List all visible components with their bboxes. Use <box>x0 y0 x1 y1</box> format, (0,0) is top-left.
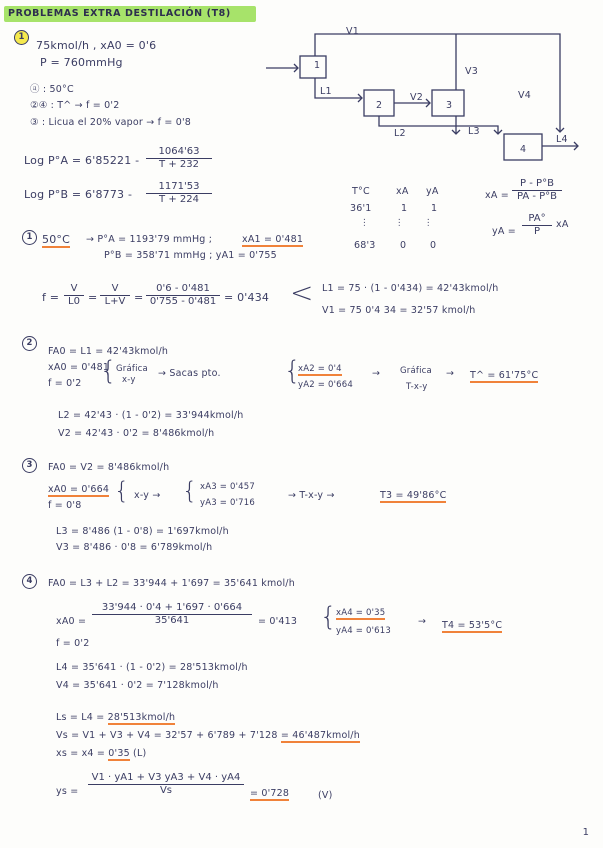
part-2-grafica-sub: x-y <box>122 375 136 385</box>
part-3-t3 <box>380 490 446 501</box>
table-r2-t: 68'3 <box>354 240 376 251</box>
antoine-b-lhs: Log P°B = 6'8773 - <box>24 188 133 201</box>
part-4-f: f = 0'2 <box>56 638 90 649</box>
part-4-xa0-den: 35'641 <box>154 615 190 626</box>
part-4-vs-lhs: Vs = V1 + V3 + V4 = 32'57 + 6'789 + 7'128 <box>56 730 278 741</box>
part-4-xa4-value: xA4 = 0'35 <box>336 608 386 618</box>
antoine-b-numerator: 1171'53 <box>146 181 212 194</box>
step-1-l1: L1 = 75 · (1 - 0'434) = 42'43kmol/h <box>322 283 499 294</box>
part-2-xa0: xA0 = 0'481 <box>48 362 110 373</box>
brace-icon: { <box>182 477 198 505</box>
step-1-frac-3 <box>146 283 220 308</box>
part-4-ya4: yA4 = 0'613 <box>336 626 391 636</box>
part-3-xa0 <box>48 484 109 495</box>
part-3-xa0-value: xA0 = 0'664 <box>48 484 110 495</box>
part-4-ys-num: V1 · yA1 + V3 yA3 + V4 · yA4 <box>88 772 244 785</box>
flash-cascade-diagram <box>260 22 590 172</box>
table-r2-ya: 0 <box>430 240 437 251</box>
part-4-ls-value: 28'513kmol/h <box>107 712 176 723</box>
step-1-xa1 <box>242 234 303 245</box>
brace-icon: { <box>100 356 117 386</box>
part-2-t2 <box>470 370 538 381</box>
part-4-xs-value: 0'35 <box>108 748 130 759</box>
table-r2-xa: 0 <box>400 240 407 251</box>
step-1-frac-3-num: 0'6 - 0'481 <box>146 283 220 296</box>
ya-formula-denominator: P <box>533 226 541 237</box>
part-4-xa4 <box>336 608 385 618</box>
table-r1-t: 36'1 <box>350 203 372 214</box>
part-3-badge: 3 <box>22 458 37 473</box>
page-number: 1 <box>582 827 589 838</box>
question-c: ③ : Licua el 20% vapor → f = 0'8 <box>30 117 192 128</box>
part-4-badge: 4 <box>22 574 37 589</box>
part-4-xa0-num: 33'944 · 0'4 + 1'697 · 0'664 <box>92 602 252 615</box>
question-a: ⓐ : 50°C <box>30 84 74 95</box>
step-1-xa1-value: xA1 = 0'481 <box>242 234 304 245</box>
stream-l1: L1 <box>320 86 332 97</box>
brace-icon: { <box>320 602 337 632</box>
step-1-f-lhs: f = <box>42 291 60 304</box>
table-r1-ya: 1 <box>431 203 438 214</box>
equals-2: = <box>134 291 144 304</box>
ya-formula-lhs: yA = <box>492 226 516 237</box>
antoine-a-fraction <box>146 146 212 171</box>
step-1-frac-2-num: V <box>100 283 130 296</box>
part-4-arrow: → <box>418 616 427 627</box>
antoine-a-denominator: T + 232 <box>159 159 199 170</box>
part-3-xa3: xA3 = 0'457 <box>200 482 255 492</box>
pressure-data: P = 760mmHg <box>40 56 123 69</box>
stream-v1: V1 <box>346 26 359 37</box>
brace-icon: { <box>114 477 130 505</box>
part-4-xs-phase: (L) <box>133 748 147 759</box>
part-2-ya2: yA2 = 0'664 <box>298 380 353 390</box>
part-4-ls-lhs: Ls = L4 = <box>56 712 105 723</box>
table-r1-xa: 1 <box>401 203 408 214</box>
part-4-ys-den: Vs <box>159 785 173 796</box>
part-4-vs <box>56 730 360 741</box>
part-4-xs <box>56 748 146 759</box>
step-1-badge: 1 <box>22 230 37 245</box>
part-4-ys-result <box>250 788 289 799</box>
part-2-sacas: → Sacas pto. <box>158 368 221 379</box>
step-1-temperature-value: 50°C <box>42 233 70 246</box>
xa-formula-fraction <box>512 178 562 203</box>
part-3-txy: → T-x-y → <box>288 490 335 501</box>
stream-l4: L4 <box>556 134 568 145</box>
antoine-b-fraction <box>146 181 212 206</box>
stream-v2: V2 <box>410 92 423 103</box>
table-head-ya: yA <box>426 186 439 197</box>
part-4-ys-fraction <box>88 772 244 797</box>
part-4-vs-value: = 46'487kmol/h <box>280 730 360 741</box>
part-2-arrow: → <box>372 368 381 379</box>
antoine-b-denominator: T + 224 <box>159 194 199 205</box>
part-2-fa0: FA0 = L1 = 42'43kmol/h <box>48 346 169 357</box>
part-4-v4: V4 = 35'641 · 0'2 = 7'128kmol/h <box>56 680 219 691</box>
ya-formula-tail: xA <box>556 219 569 230</box>
part-4-xa0-lhs: xA0 = <box>56 616 87 627</box>
part-2-l2: L2 = 42'43 · (1 - 0'2) = 33'944kmol/h <box>58 410 244 421</box>
table-head-xa: xA <box>396 186 409 197</box>
ya-formula-numerator: PA° <box>522 213 552 226</box>
unit-4-label: 4 <box>520 144 527 155</box>
equals-1: = <box>88 291 98 304</box>
step-1-frac-3-den: 0'755 - 0'481 <box>149 296 217 307</box>
part-3-v3: V3 = 8'486 · 0'8 = 6'789kmol/h <box>56 542 213 553</box>
part-3-l3: L3 = 8'486 (1 - 0'8) = 1'697kmol/h <box>56 526 229 537</box>
table-dots: ⋮ ⋮ ⋮ <box>360 218 433 228</box>
feed-data: 75kmol/h , xA0 = 0'6 <box>36 39 157 52</box>
step-1-v1: V1 = 75 0'4 34 = 32'57 kmol/h <box>322 305 476 316</box>
step-1-f-result: = 0'434 <box>224 291 270 304</box>
unit-2-label: 2 <box>376 100 383 111</box>
part-4-ys-phase: (V) <box>318 790 333 801</box>
part-2-f: f = 0'2 <box>48 378 82 389</box>
unit-3-label: 3 <box>446 100 453 111</box>
part-4-l4: L4 = 35'641 · (1 - 0'2) = 28'513kmol/h <box>56 662 248 673</box>
part-4-ls <box>56 712 175 723</box>
step-1-temperature <box>42 233 70 246</box>
part-2-xa2 <box>298 364 342 374</box>
stream-v4: V4 <box>518 90 531 101</box>
part-2-grafica2: Gráfica <box>400 366 432 376</box>
step-1-pa: → P°A = 1193'79 mmHg ; <box>86 234 213 245</box>
xa-formula-denominator: PA - P°B <box>516 191 558 202</box>
part-2-txy: T-x-y <box>406 382 428 392</box>
part-3-t3-value: T3 = 49'86°C <box>380 490 447 501</box>
unit-1-label: 1 <box>314 60 321 71</box>
part-4-ys-value: = 0'728 <box>250 788 290 799</box>
step-1-frac-1-num: V <box>64 283 84 296</box>
stream-l2: L2 <box>394 128 406 139</box>
step-1-frac-1-den: L0 <box>68 296 80 307</box>
brace-icon: { <box>284 356 301 386</box>
question-b: ②④ : T^ → f = 0'2 <box>30 100 120 111</box>
step-1-branch: < <box>290 276 314 309</box>
part-2-badge: 2 <box>22 336 37 351</box>
xa-formula-lhs: xA = <box>485 190 509 201</box>
part-4-xa0-result: = 0'413 <box>258 616 298 627</box>
ya-formula-fraction <box>522 213 552 238</box>
part-2-grafica: Gráfica <box>116 364 148 374</box>
part-4-xa0-fraction <box>92 602 252 627</box>
antoine-a-numerator: 1064'63 <box>146 146 212 159</box>
step-1-frac-2-den: L+V <box>104 296 126 307</box>
part-3-xy: x-y → <box>134 490 161 501</box>
antoine-a-lhs: Log P°A = 6'85221 - <box>24 154 140 167</box>
part-3-fa0: FA0 = V2 = 8'486kmol/h <box>48 462 170 473</box>
stream-l3: L3 <box>468 126 480 137</box>
step-1-pb: P°B = 358'71 mmHg ; yA1 = 0'755 <box>104 250 277 261</box>
part-3-f: f = 0'8 <box>48 500 82 511</box>
page-title-highlight <box>4 6 256 22</box>
stream-v3: V3 <box>465 66 478 77</box>
part-2-arrow-2: → <box>446 368 455 379</box>
table-head-t: T°C <box>352 186 370 197</box>
part-4-t4 <box>442 620 502 631</box>
part-2-t2-value: T^ = 61'75°C <box>470 370 539 381</box>
xa-formula-numerator: P - P°B <box>512 178 562 191</box>
part-4-ys-lhs: ys = <box>56 786 79 797</box>
step-1-frac-2 <box>100 283 130 308</box>
page-title: PROBLEMAS EXTRA DESTILACIÓN (T8) <box>8 8 231 19</box>
part-4-xs-lhs: xs = x4 = <box>56 748 106 759</box>
part-4-fa0: FA0 = L3 + L2 = 33'944 + 1'697 = 35'641 kmol/h <box>48 578 295 589</box>
part-2-v2: V2 = 42'43 · 0'2 = 8'486kmol/h <box>58 428 215 439</box>
part-2-xa2-value: xA2 = 0'4 <box>298 364 342 374</box>
step-1-frac-1 <box>64 283 84 308</box>
problem-number-badge: 1 <box>14 30 29 45</box>
part-3-ya3: yA3 = 0'716 <box>200 498 255 508</box>
part-4-t4-value: T4 = 53'5°C <box>442 620 503 631</box>
